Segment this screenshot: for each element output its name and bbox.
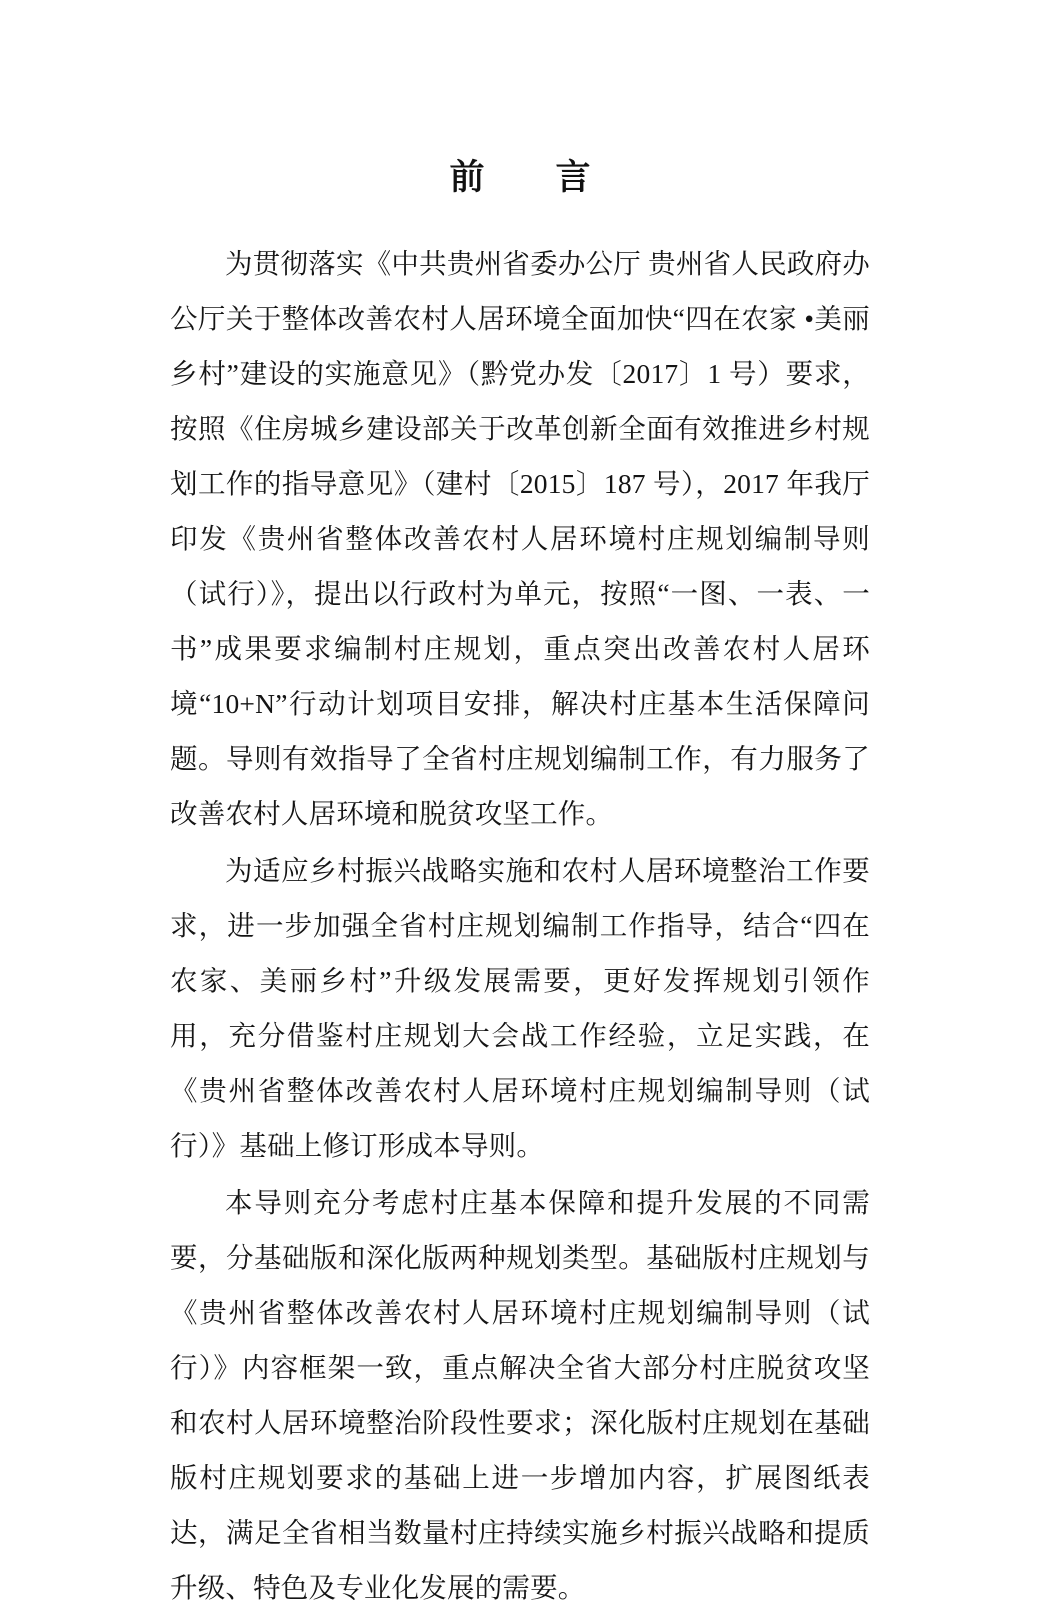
document-body (170, 236, 870, 1615)
paragraph-2: 为适应乡村振兴战略实施和农村人居环境整治工作要求，进一步加强全省村庄规划编制工作指导，结合“四在农家、美丽乡村”升级发展需要，更好发挥规划引领作用，充分借鉴村庄规划大会战工作经验，立足实践，在《贵州省整体改善农村人居环境村庄规划编制导则（试行）》基础上修订形成本导则。 (170, 855, 870, 1161)
page-title: 前 言 (449, 158, 609, 197)
paragraph-3: 本导则充分考虑村庄基本保障和提升发展的不同需要，分基础版和深化版两种规划类型。基础版村庄规划与《贵州省整体改善农村人居环境村庄规划编制导则（试行）》内容框架一致，重点解决全省大部分村庄脱贫攻坚和农村人居环境整治阶段性要求；深化版村庄规划在基础版村庄规划要求的基础上进一步增加内容，扩展图纸表达，满足全省相当数量村庄持续实施乡村振兴战略和提质升级、特色及专业化发展的需要。 (170, 1187, 870, 1603)
paragraph-1: 为贯彻落实《中共贵州省委办公厅 贵州省人民政府办公厅关于整体改善农村人居环境全面加快“四在农家 •美丽乡村”建设的实施意见》（黔党办发〔2017〕1 号）要求，按照《住房城乡建设部关于改革创新全面有效推进乡村规划工作的指导意见》（建村〔2015〕187 号），2017 年我厅印发《贵州省整体改善农村人居环境村庄规划编制导则（试行）》，提出以行政村为单元，按照“一图、一表、一书”成果要求编制村庄规划，重点突出改善农村人居环境“10+N”行动计划项目安排，解决村庄基本生活保障问题。导则有效指导了全省村庄规划编制工作，有力服务了改善农村人居环境和脱贫攻坚工作。 (170, 248, 870, 829)
